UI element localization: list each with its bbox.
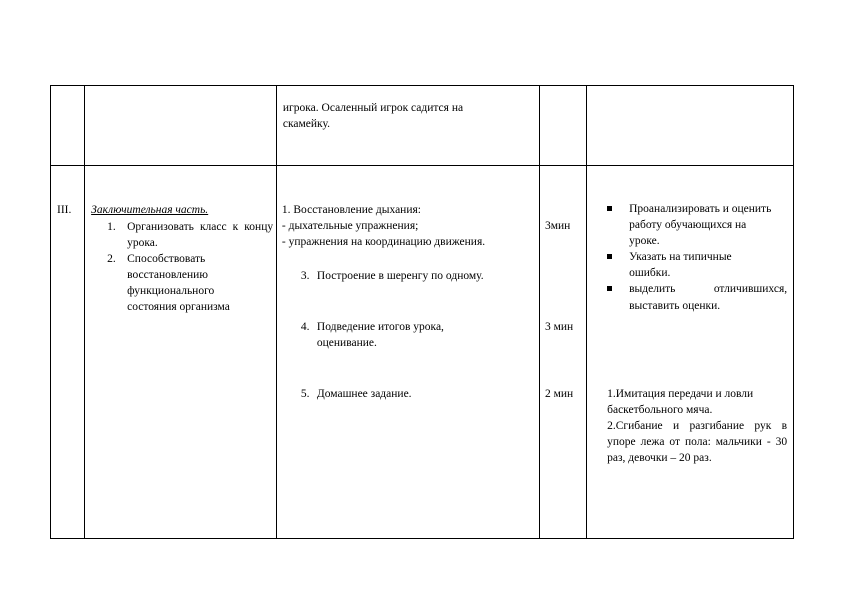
- table-row: [51, 86, 794, 166]
- list-item: [601, 281, 787, 313]
- time-value: 3 мин: [544, 321, 574, 333]
- section-number: III.: [57, 204, 72, 216]
- content-intro: 1. Восстановление дыхания:: [281, 204, 421, 216]
- content-line: - упражнения на координацию движения.: [281, 236, 486, 248]
- list-text: выделить отличившихся, выставить оценки.: [629, 283, 788, 312]
- list-text: Способствовать восстановлению функционального состояния организма: [127, 253, 230, 314]
- list-item: [601, 201, 787, 249]
- content-cell: [276, 166, 539, 539]
- bullet-icon: [607, 206, 612, 211]
- tasks-list: [107, 219, 273, 316]
- notes-cell: [587, 86, 794, 166]
- list-text: Построение в шеренгу по одному.: [316, 270, 484, 282]
- time-value: 3мин: [544, 220, 571, 232]
- section-title: Заключительная часть.: [91, 204, 209, 216]
- list-item: [301, 268, 537, 284]
- time-cell: [539, 86, 586, 166]
- tasks-cell: [85, 86, 277, 166]
- list-item: [301, 319, 491, 351]
- list-number: 5.: [300, 388, 310, 400]
- time-cell: [539, 166, 586, 539]
- list-text: Проанализировать и оценить работу обучающихся на уроке.: [629, 203, 772, 248]
- list-item: [107, 251, 273, 315]
- bullet-icon: [607, 286, 612, 291]
- list-number: 2.: [107, 253, 116, 266]
- list-item: [301, 386, 537, 402]
- list-text: Домашнее задание.: [316, 388, 412, 400]
- list-number: 1.: [107, 221, 116, 233]
- number-cell: [51, 86, 85, 166]
- tasks-cell: [85, 166, 277, 539]
- content-text: игрока. Осаленный игрок садится на скамейку.: [282, 102, 464, 131]
- homework-item: 2.Сгибание и разгибание рук в упоре лежа от пола: мальчики - 30 раз, девочки – 20 раз.: [607, 420, 788, 465]
- list-item: [601, 249, 787, 281]
- table-row: [51, 166, 794, 539]
- content-line: - дыхательные упражнения;: [281, 220, 419, 232]
- content-cell: [276, 86, 539, 166]
- number-cell: [51, 166, 85, 539]
- homework-block: [607, 386, 787, 466]
- list-item: [107, 219, 273, 251]
- list-number: 3.: [300, 270, 310, 282]
- homework-item: 1.Имитация передачи и ловли баскетбольного мяча.: [607, 388, 754, 417]
- time-value: 2 мин: [544, 388, 574, 400]
- lesson-plan-table: [50, 85, 794, 539]
- bullet-icon: [607, 254, 612, 259]
- list-text: Указать на типичные ошибки.: [629, 251, 732, 280]
- list-text: Организовать класс к концу урока.: [127, 221, 274, 250]
- list-text: Подведение итогов урока, оценивание.: [316, 321, 444, 350]
- list-number: 4.: [300, 321, 310, 333]
- notes-cell: [587, 166, 794, 539]
- notes-list: [601, 201, 787, 314]
